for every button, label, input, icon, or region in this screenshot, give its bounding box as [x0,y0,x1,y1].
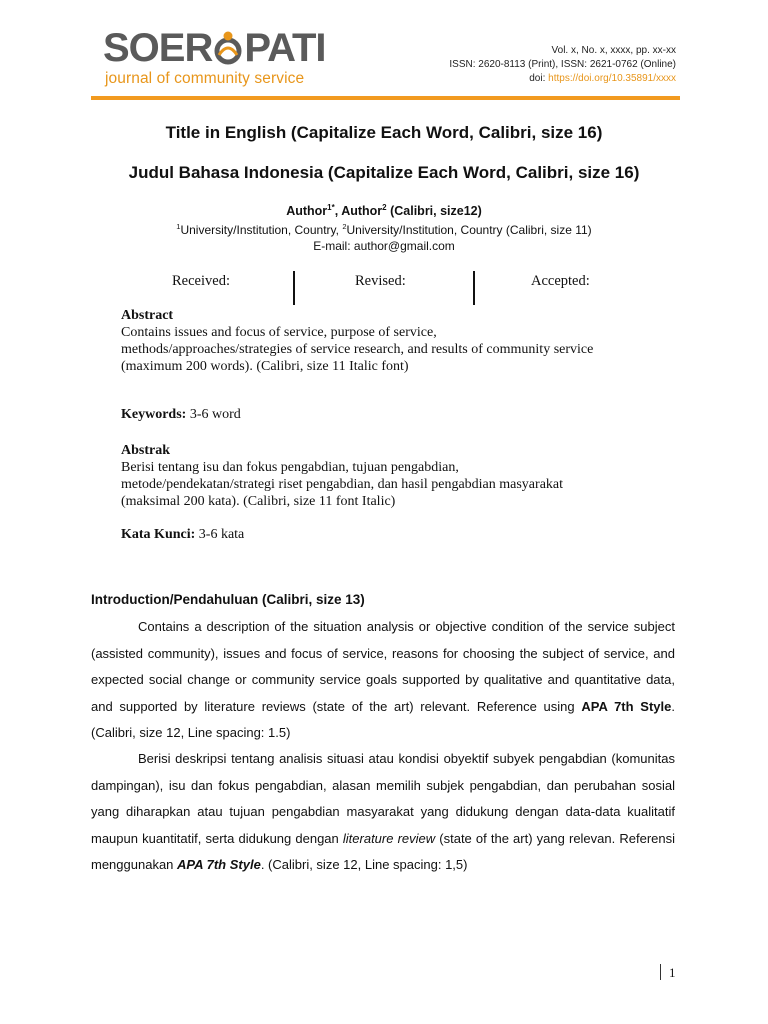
abstrak-line: (maksimal 200 kata). (Calibri, size 11 font Italic) [121,494,396,509]
logo-person-icon [213,31,243,65]
keywords-line [121,407,241,423]
abstract-section [121,307,661,375]
abstrak-line: metode/pendekatan/strategi riset pengabdian, dan hasil pengabdian masyarakat [121,477,564,492]
affil-2-sup: 2 [342,222,347,231]
p1-tail: . (Calibri, size 12, Line spacing: 1.5) [91,698,675,740]
journal-logo [103,26,326,94]
introduction-heading: Introduction/Pendahuluan (Calibri, size 13) [91,592,365,607]
page-number-value: 1 [669,965,676,980]
author-email: E-mail: author@gmail.com [313,239,455,253]
journal-meta [449,44,676,86]
p2-tail: . (Calibri, size 12, Line spacing: 1,5) [260,857,468,872]
title-indonesian: Judul Bahasa Indonesia (Capitalize Each Word, Calibri, size 16) [128,163,640,182]
doi-link[interactable]: https://doi.org/10.35891/xxxx [548,73,676,84]
title-english: Title in English (Capitalize Each Word, Calibri, size 16) [165,123,603,142]
keywords-label: Keywords: [121,407,187,422]
author-1-sup: 1* [327,203,335,212]
abstract-line: (maximum 200 words). (Calibri, size 11 Italic font) [121,359,409,374]
author-separator: , [334,204,342,219]
abstrak-section [121,442,661,510]
logo-text-right: PATI [244,26,326,70]
logo-text-left: SOER [103,26,213,70]
logo-wordmark [103,26,326,70]
author-2-sup: 2 [382,203,387,212]
p1-text: Contains a description of the situation analysis or objective condition of the service subject (assisted community), issues and focus of service, reasons for choosing the subject of service, and expected social change or community service goals supported by qualitative and quantitative data, and supported by literature reviews (state of the art) relevant. Reference using [91,619,675,714]
affil-1-sup: 1 [176,222,181,231]
author-2: Author [341,204,383,219]
affil-2: University/Institution, Country (Calibri, size 11) [346,223,592,237]
kata-kunci-line [121,527,244,543]
header-rule [91,96,680,100]
doi-label: doi: [529,73,546,84]
introduction-paragraph-id [91,746,675,879]
revised-label: Revised: [355,273,406,289]
page-number-divider [660,964,661,980]
p2-mid: (state of the art) yang relevan. Referensi menggunakan [91,830,675,872]
abstract-line: Contains issues and focus of service, purpose of service, [121,325,437,340]
date-divider [293,271,295,305]
volume-line: Vol. x, No. x, xxxx, pp. xx-xx [551,45,676,56]
author-1: Author [286,204,328,219]
abstrak-heading: Abstrak [121,443,171,458]
introduction-paragraph-en [91,614,675,747]
p2-text: Berisi deskripsi tentang analisis situasi atau kondisi obyektif subyek pengabdian (komunitas dampingan), isu dan fokus pengabdian, alasan memilih subjek pengabdian, dan perubahan sosial yang diharapkan atau tujuan pengabdian masyarakat yang didukung dengan data-data kualitatif maupun kuantitatif, serta didukung dengan [91,751,675,846]
abstract-heading: Abstract [121,308,174,323]
received-label: Received: [172,273,230,289]
issn-line: ISSN: 2620-8113 (Print), ISSN: 2621-0762 (Online) [449,59,676,70]
affil-1: University/Institution, Country, [180,223,343,237]
p2-bold-italic: APA 7th Style [177,857,261,872]
abstract-line: methods/approaches/strategies of service research, and results of community service [121,342,594,357]
p1-bold: APA 7th Style [581,698,672,714]
accepted-label: Accepted: [531,273,590,289]
p2-italic: literature review [342,830,436,846]
author-line [0,203,768,218]
keywords-value: 3-6 word [186,407,241,422]
logo-subtitle: journal of community service [105,70,305,87]
page-number [660,964,676,981]
date-divider [473,271,475,305]
kata-kunci-value: 3-6 kata [195,527,245,542]
affiliation-line [0,222,768,237]
doi-line [449,72,676,86]
kata-kunci-label: Kata Kunci: [121,527,196,542]
dates-row [0,271,768,307]
abstrak-line: Berisi tentang isu dan fokus pengabdian, tujuan pengabdian, [121,460,459,475]
author-note: (Calibri, size12) [386,204,482,219]
